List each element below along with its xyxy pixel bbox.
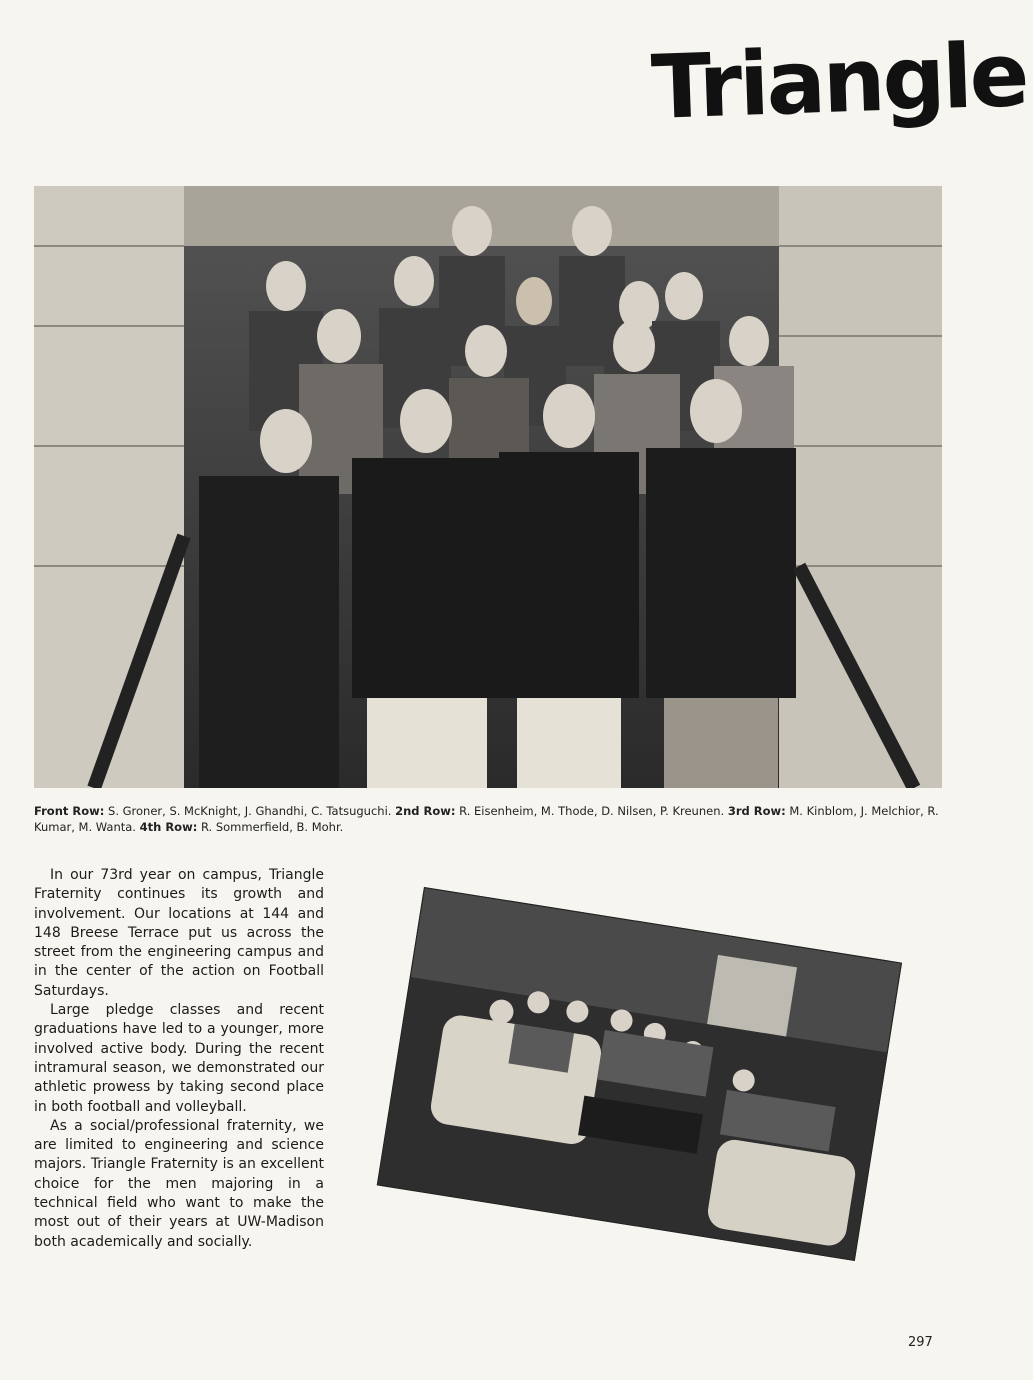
group-photo xyxy=(34,186,942,788)
fourth-row-label: 4th Row: xyxy=(139,820,198,834)
page-title: Triangle xyxy=(649,22,1028,139)
article-paragraph: In our 73rd year on campus, Triangle Fraternity continues its growth and involvement. Our locations at 144 and 148 Breese Terrace put us across the street from the engineering campus and in the center of the action on Football Saturdays. xyxy=(34,867,324,999)
third-row-label: 3rd Row: xyxy=(727,804,786,818)
fourth-row-names: R. Sommerfield, B. Mohr. xyxy=(197,820,344,834)
page-number: 297 xyxy=(908,1335,933,1350)
article-paragraph: Large pledge classes and recent graduations have led to a younger, more involved active body. During the recent intramural season, we demonstrated our athletic prowess by taking second place in both football and volleyball. xyxy=(34,1002,324,1115)
photo-caption xyxy=(34,803,942,835)
lounge-photo-wrap xyxy=(392,873,912,1273)
article-body xyxy=(34,866,324,1252)
article-paragraph: As a social/professional fraternity, we are limited to engineering and science majors. Triangle Fraternity is an excellent choice for the men majoring in a technical field who want to make the most out of their years at UW-Madison both academically and socially. xyxy=(34,1117,324,1250)
front-row-label: Front Row: xyxy=(34,804,105,818)
third-row-names: M. Kinblom, J. Melchior, R. Kumar, M. Wanta. xyxy=(34,804,939,834)
front-row-names: S. Groner, S. McKnight, J. Ghandhi, C. Tatsuguchi. xyxy=(104,804,396,818)
lounge-photo xyxy=(377,887,902,1261)
second-row-label: 2nd Row: xyxy=(395,804,456,818)
second-row-names: R. Eisenheim, M. Thode, D. Nilsen, P. Kreunen. xyxy=(455,804,728,818)
